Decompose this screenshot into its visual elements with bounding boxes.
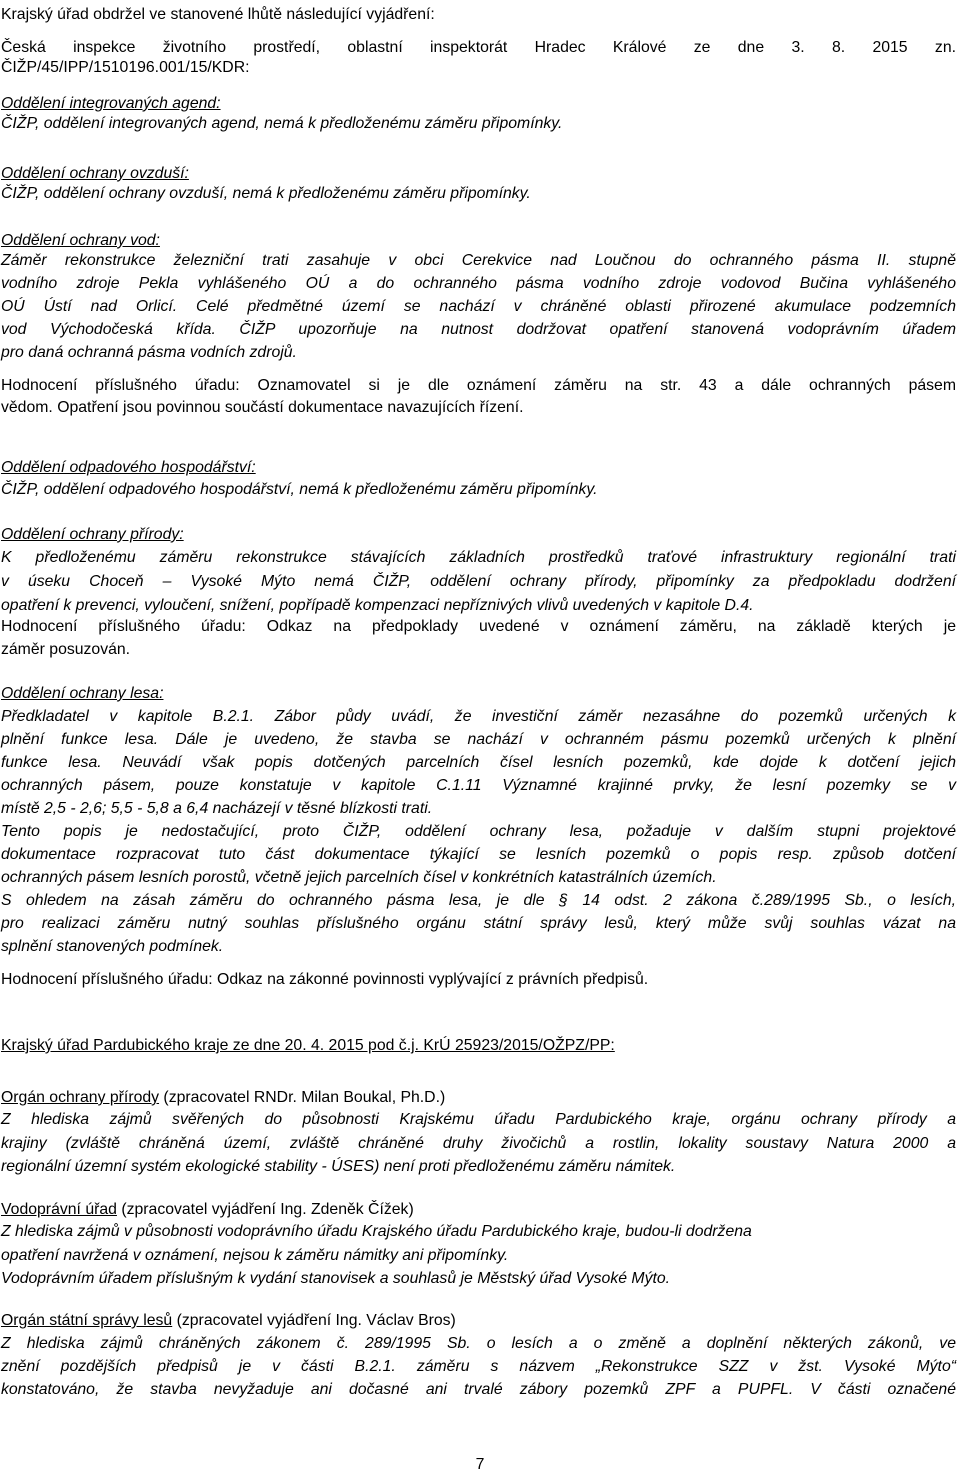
water-line: Záměr rekonstrukce železniční trati zasahuje v obci Cerekvice nad Loučnou do ochranného pásma II. stupně xyxy=(1,252,956,269)
water-line: vod Východočeská křída. ČIŽP upozorňuje na nutnost dodržovat opatření stanovená vodoprávním úřadem xyxy=(1,321,956,338)
nature-authority-line: krajiny (zvláště chráněná území, zvláště chráněné druhy živočichů a rostlin, lokality soustavy Natura 2000 a xyxy=(1,1135,956,1152)
intro-line: Krajský úřad obdržel ve stanovené lhůtě následující vyjádření: xyxy=(1,6,435,23)
water-evaluation-line-1: Hodnocení příslušného úřadu: Oznamovatel si je dle oznámení záměru na str. 43 a dále ochranných pásem xyxy=(1,377,956,394)
nature-line: opatření k prevenci, vyloučení, snížení, popřípadě kompenzaci nepříznivých vlivů uvedených v kapitole D.4. xyxy=(1,597,754,614)
forest-line: dokumentace rozpracovat tuto část dokumentace týkající se lesních pozemků o popis resp. způsob dotčení xyxy=(1,846,956,863)
forest-line: ochranných pásem, pouze konstatuje v kapitole C.1.11 Významné krajinné prvky, že lesní pozemky se v xyxy=(1,777,956,794)
forest-line: pro realizaci záměru nutný souhlas příslušného orgánu státní správy lesů, který může svůj souhlas vázat na xyxy=(1,915,956,932)
forest-line: místě 2,5 - 2,6; 5,5 - 5,8 a 6,4 nacházejí v těsné blízkosti trati. xyxy=(1,800,433,817)
nature-authority-line: Z hlediska zájmů svěřených do působnosti Krajskému úřadu Pardubického kraje, orgánu ochrany přírody a xyxy=(1,1111,956,1128)
section-heading-waste: Oddělení odpadového hospodářství: xyxy=(1,459,256,476)
forest-authority-line: konstatováno, že stavba nevyžaduje ani dočasné ani trvalé zábory pozemků ZPF a PUPFL. V části označené xyxy=(1,1381,956,1398)
section-heading-water: Oddělení ochrany vod: xyxy=(1,232,160,249)
forest-line: splnění stanovených podmínek. xyxy=(1,938,224,955)
cizp-header-line-2: ČIŽP/45/IPP/1510196.001/15/KDR: xyxy=(1,59,250,76)
forest-authority-processor: (zpracovatel vyjádření Ing. Václav Bros) xyxy=(172,1312,456,1329)
page-number: 7 xyxy=(475,1456,485,1473)
section-heading-integrated: Oddělení integrovaných agend: xyxy=(1,95,221,112)
forest-authority-line: Z hlediska zájmů chráněných zákonem č. 289/1995 Sb. o lesích a o změně a doplnění některých zákonů, ve xyxy=(1,1335,956,1352)
region-office-header: Krajský úřad Pardubického kraje ze dne 20. 4. 2015 pod č.j. KrÚ 25923/2015/OŽPZ/PP: xyxy=(1,1037,615,1054)
water-authority-processor: (zpracovatel vyjádření Ing. Zdeněk Čížek) xyxy=(116,1201,414,1218)
nature-line: K předloženému záměru rekonstrukce stávajících základních prostředků traťové infrastruktury regionální trati xyxy=(1,549,956,566)
forest-line: S ohledem na zásah záměru do ochranného pásma lesa, je dle § 14 odst. 2 zákona č.289/1995 Sb., o lesích, xyxy=(1,892,956,909)
water-evaluation-line-2: vědom. Opatření jsou povinnou součástí dokumentace navazujících řízení. xyxy=(1,399,524,416)
cizp-header-line-1: Česká inspekce životního prostředí, oblastní inspektorát Hradec Králové ze dne 3. 8. 2015 zn. xyxy=(1,39,956,56)
forest-line: ochranných pásem lesních porostů, včetně jejich parcelních čísel v konkrétních katastrálních územích. xyxy=(1,869,717,886)
water-authority-line: Z hlediska zájmů v působnosti vodoprávního úřadu Krajského úřadu Pardubického kraje, budou-li dodržena xyxy=(1,1223,752,1240)
integrated-text: ČIŽP, oddělení integrovaných agend, nemá k předloženému záměru připomínky. xyxy=(1,115,563,132)
section-heading-nature: Oddělení ochrany přírody: xyxy=(1,526,184,543)
waste-text: ČIŽP, oddělení odpadového hospodářství, nemá k předloženému záměru připomínky. xyxy=(1,481,598,498)
water-authority-line: opatření navržená v oznámení, nejsou k záměru námitky ani připomínky. xyxy=(1,1247,509,1264)
forest-authority-line: znění pozdějších předpisů je v části B.2.1. záměru s názvem „Rekonstrukce SZZ v žst. Vysoké Mýto“ xyxy=(1,1358,956,1375)
water-line: OÚ Ústí nad Orlicí. Celé předmětné území se nachází v chráněné oblasti přirozené akumulace podzemních xyxy=(1,298,956,315)
nature-line: v úseku Choceň – Vysoké Mýto nemá ČIŽP, oddělení ochrany přírody, připomínky za předpokladu dodržení xyxy=(1,573,956,590)
forest-line: Předkladatel v kapitole B.2.1. Zábor půdy uvádí, že investiční záměr nezasáhne do pozemků určených k xyxy=(1,708,956,725)
nature-authority-line: regionální územní systém ekologické stability - ÚSES) není proti předloženému záměru námitek. xyxy=(1,1158,676,1175)
section-heading-forest: Oddělení ochrany lesa: xyxy=(1,685,164,702)
forest-evaluation: Hodnocení příslušného úřadu: Odkaz na zákonné povinnosti vyplývající z právních předpisů. xyxy=(1,971,649,988)
nature-evaluation-line-2: záměr posuzován. xyxy=(1,641,131,658)
water-line: pro daná ochranná pásma vodních zdrojů. xyxy=(1,344,297,361)
nature-evaluation-line-1: Hodnocení příslušného úřadu: Odkaz na předpoklady uvedené v oznámení záměru, na základě kterých je xyxy=(1,618,956,635)
forest-line: Tento popis je nedostačující, proto ČIŽP, oddělení ochrany lesa, požaduje v dalším stupni projektové xyxy=(1,823,956,840)
air-text: ČIŽP, oddělení ochrany ovzduší, nemá k předloženému záměru připomínky. xyxy=(1,185,531,202)
water-authority-heading: Vodoprávní úřad xyxy=(1,1201,117,1218)
water-authority-line: Vodoprávním úřadem příslušným k vydání stanovisek a souhlasů je Městský úřad Vysoké Mýto. xyxy=(1,1270,671,1287)
nature-authority-heading: Orgán ochrany přírody xyxy=(1,1089,160,1106)
forest-line: plnění funkce lesa. Dále je uvedeno, že stavba se nachází v ochranném pásmu pozemků určených k plnění xyxy=(1,731,956,748)
forest-authority-heading: Orgán státní správy lesů xyxy=(1,1312,173,1329)
water-line: vodního zdroje Pekla vyhlášeného OÚ a do ochranného pásma vodního zdroje vodovod Bučina vyhlášeného xyxy=(1,275,956,292)
section-heading-air: Oddělení ochrany ovzduší: xyxy=(1,165,189,182)
forest-line: funkce lesa. Neuvádí však popis dotčených parcelních čísel lesních pozemků, kde dojde k dotčení jejich xyxy=(1,754,956,771)
nature-authority-processor: (zpracovatel RNDr. Milan Boukal, Ph.D.) xyxy=(159,1089,446,1106)
